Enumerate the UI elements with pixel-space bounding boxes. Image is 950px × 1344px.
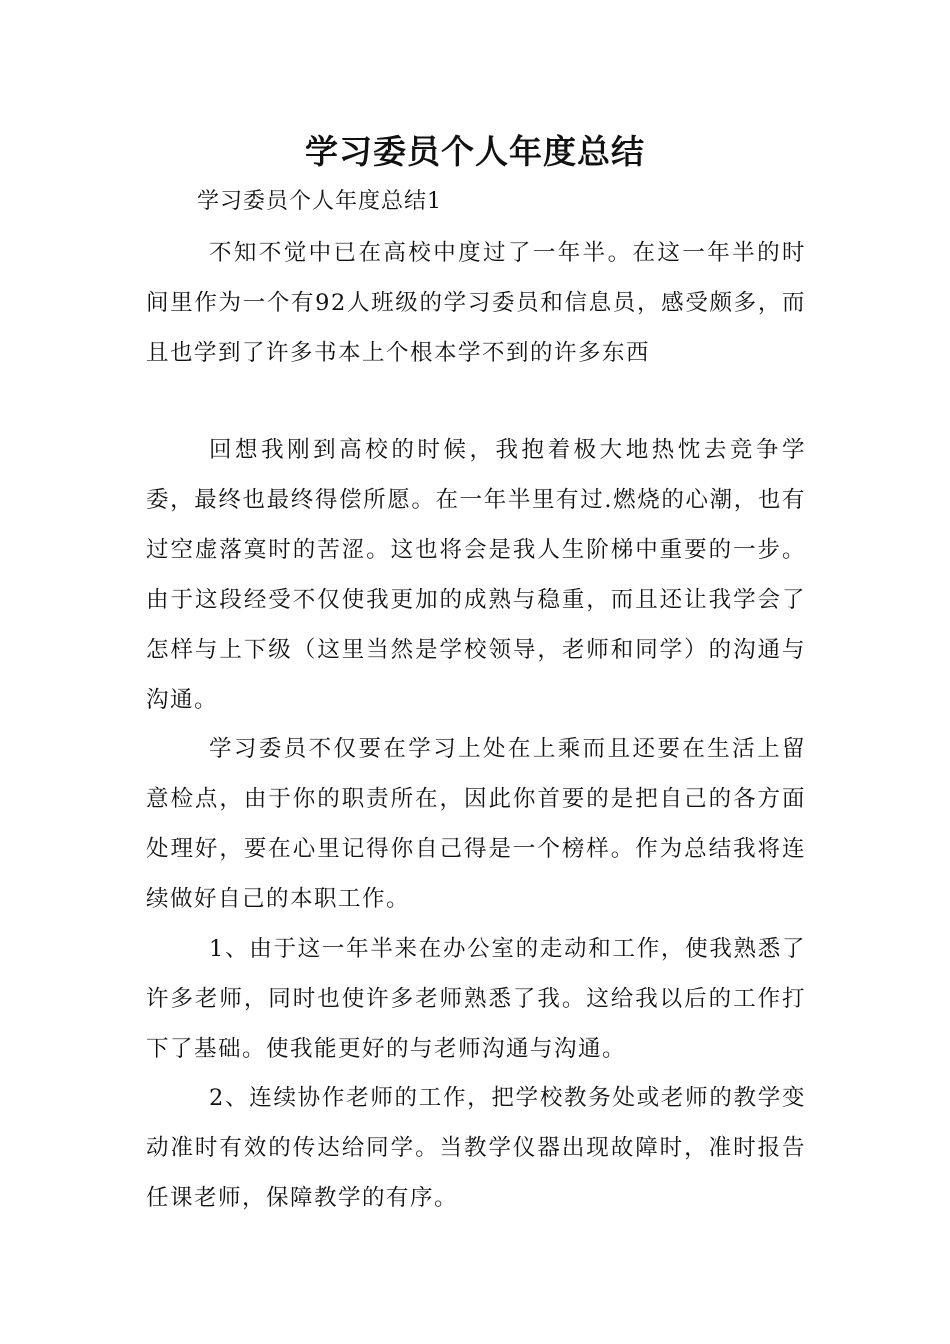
document-subtitle: 学习委员个人年度总结1 [197,189,442,214]
document-title: 学习委员个人年度总结 [305,132,645,171]
paragraph: 2、连续协作老师的工作，把学校教务处或老师的教学变动准时有效的传达给同学。当教学仪器出现故障时，准时报告任课老师，保障教学的有序。 [146,1085,806,1211]
paragraph: 回想我刚到高校的时候，我抱着极大地热忱去竞争学委，最终也最终得偿所愿。在一年半里有过.燃烧的心潮，也有过空虚落寞时的苦涩。这也将会是我人生阶梯中重要的一步。由于这段经受不仅使我更加的成熟与稳重，而且还让我学会了怎样与上下级（这里当然是学校领导，老师和同学）的沟通与沟通。 [146,437,806,713]
paragraph: 不知不觉中已在高校中度过了一年半。在这一年半的时间里作为一个有92人班级的学习委员和信息员，感受颇多，而且也学到了许多书本上个根本学不到的许多东西 [146,240,806,366]
paragraph: 1、由于这一年半来在办公室的走动和工作，使我熟悉了许多老师，同时也使许多老师熟悉了我。这给我以后的工作打下了基础。使我能更好的与老师沟通与沟通。 [146,936,806,1062]
paragraph: 学习委员不仅要在学习上处在上乘而且还要在生活上留意检点，由于你的职责所在，因此你首要的是把自己的各方面处理好，要在心里记得你自己得是一个榜样。作为总结我将连续做好自己的本职工作。 [146,736,806,912]
